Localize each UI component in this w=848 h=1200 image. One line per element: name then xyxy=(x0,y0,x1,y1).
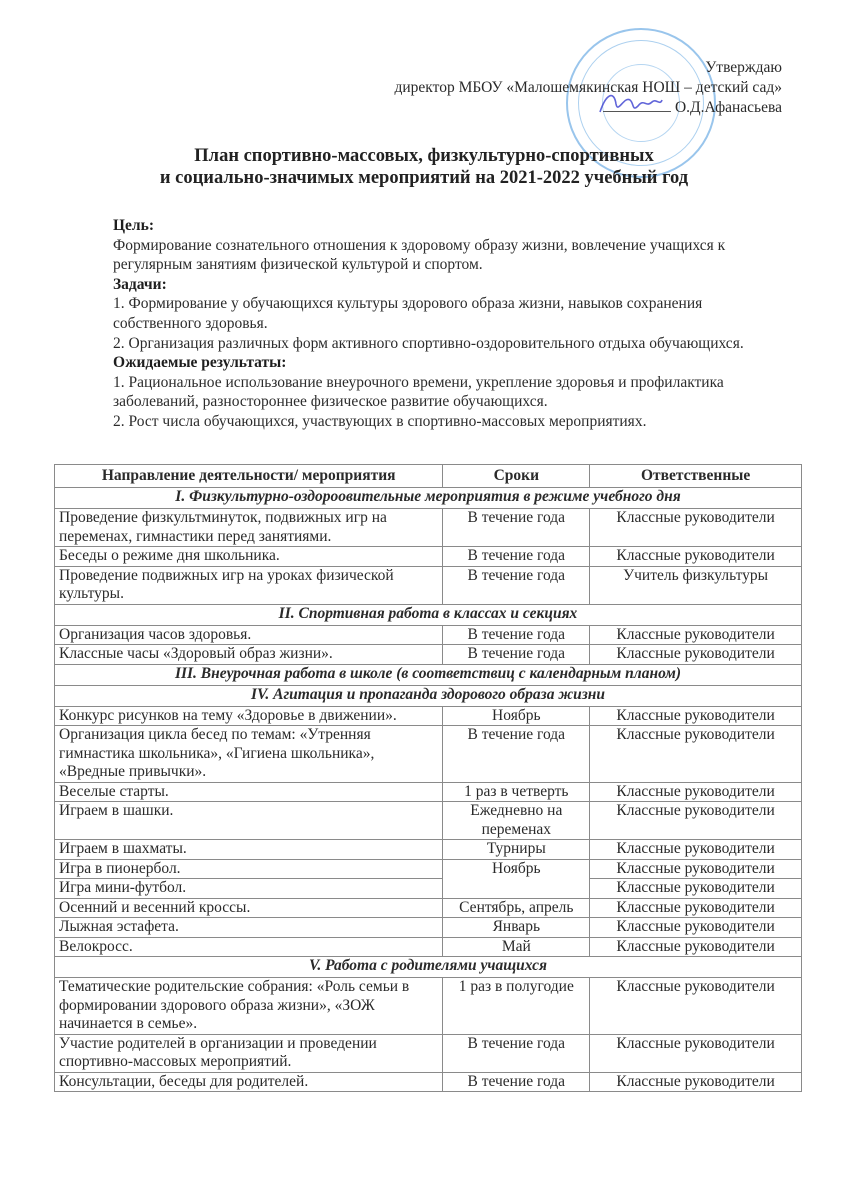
responsible-cell: Классные руководители xyxy=(590,840,802,860)
table-row xyxy=(55,547,802,567)
table-header-row xyxy=(55,465,802,488)
section-row xyxy=(55,488,802,509)
activities-table xyxy=(54,464,802,1092)
responsible-cell: Классные руководители xyxy=(590,706,802,726)
activity-cell: Организация часов здоровья. xyxy=(55,625,443,645)
term-cell: В течение года xyxy=(443,1034,590,1072)
tasks-heading: Задачи: xyxy=(113,275,167,293)
title-line-2: и социально-значимых мероприятий на 2021-2022 учебный год xyxy=(159,168,689,188)
document-title xyxy=(0,145,848,189)
section-row xyxy=(55,957,802,978)
signatory-name: О.Д.Афанасьева xyxy=(674,99,782,116)
intro-section xyxy=(113,216,763,432)
activity-cell: Проведение подвижных игр на уроках физической культуры. xyxy=(55,566,443,604)
term-cell: В течение года xyxy=(443,566,590,604)
responsible-cell: Учитель физкультуры xyxy=(590,566,802,604)
section-title: III. Внеурочная работа в школе (в соответствиц с календарным планом) xyxy=(55,664,802,685)
table-row xyxy=(55,978,802,1035)
activity-cell: Игра мини-футбол. xyxy=(55,879,443,899)
table-row xyxy=(55,840,802,860)
activity-cell: Организация цикла бесед по темам: «Утренняя гимнастика школьника», «Гигиена школьника», «Вредные привычки». xyxy=(55,726,443,783)
term-cell: Май xyxy=(443,937,590,957)
term-cell: В течение года xyxy=(443,1072,590,1092)
responsible-cell: Классные руководители xyxy=(590,645,802,665)
responsible-cell: Классные руководители xyxy=(590,509,802,547)
term-cell: В течение года xyxy=(443,625,590,645)
activity-cell: Беседы о режиме дня школьника. xyxy=(55,547,443,567)
table-row xyxy=(55,726,802,783)
term-cell: Сентябрь, апрель xyxy=(443,898,590,918)
term-cell: Ежедневно на переменах xyxy=(443,802,590,840)
responsible-cell: Классные руководители xyxy=(590,782,802,802)
approval-block xyxy=(394,58,782,118)
activity-cell: Лыжная эстафета. xyxy=(55,918,443,938)
section-row xyxy=(55,664,802,685)
table-row xyxy=(55,706,802,726)
activity-cell: Осенний и весенний кроссы. xyxy=(55,898,443,918)
responsible-cell: Классные руководители xyxy=(590,978,802,1035)
responsible-cell: Классные руководители xyxy=(590,802,802,840)
activity-cell: Игра в пионербол. xyxy=(55,859,443,879)
result-item: 1. Рациональное использование внеурочного времени, укрепление здоровья и профилактика заболеваний, разностороннее физическое развитие обучающихся. xyxy=(113,373,724,411)
responsible-cell: Классные руководители xyxy=(590,1034,802,1072)
approval-signatory xyxy=(394,98,782,118)
responsible-cell: Классные руководители xyxy=(590,937,802,957)
table-row xyxy=(55,937,802,957)
section-row xyxy=(55,604,802,625)
section-title: V. Работа с родителями учащихся xyxy=(55,957,802,978)
activity-cell: Конкурс рисунков на тему «Здоровье в движении». xyxy=(55,706,443,726)
table-row xyxy=(55,625,802,645)
activity-cell: Классные часы «Здоровый образ жизни». xyxy=(55,645,443,665)
activity-cell: Велокросс. xyxy=(55,937,443,957)
activity-cell: Играем в шашки. xyxy=(55,802,443,840)
signature-line xyxy=(603,111,671,112)
term-cell: Январь xyxy=(443,918,590,938)
term-cell: Ноябрь xyxy=(443,859,590,898)
responsible-cell: Классные руководители xyxy=(590,859,802,879)
responsible-cell: Классные руководители xyxy=(590,547,802,567)
section-title: IV. Агитация и пропаганда здорового образа жизни xyxy=(55,685,802,706)
approval-heading: Утверждаю xyxy=(705,59,782,76)
activity-cell: Консультации, беседы для родителей. xyxy=(55,1072,443,1092)
section-title: II. Спортивная работа в классах и секциях xyxy=(55,604,802,625)
responsible-cell: Классные руководители xyxy=(590,1072,802,1092)
term-cell: В течение года xyxy=(443,645,590,665)
term-cell: Ноябрь xyxy=(443,706,590,726)
responsible-cell: Классные руководители xyxy=(590,625,802,645)
table-row xyxy=(55,1072,802,1092)
result-item: 2. Рост числа обучающихся, участвующих в спортивно-массовых мероприятиях. xyxy=(113,412,647,430)
term-cell: 1 раз в полугодие xyxy=(443,978,590,1035)
table-row xyxy=(55,782,802,802)
responsible-cell: Классные руководители xyxy=(590,726,802,783)
activity-cell: Играем в шахматы. xyxy=(55,840,443,860)
title-line-1: План спортивно-массовых, физкультурно-спортивных xyxy=(194,146,654,166)
header-responsible: Ответственные xyxy=(590,465,802,488)
responsible-cell: Классные руководители xyxy=(590,918,802,938)
activity-cell: Тематические родительские собрания: «Роль семьи в формировании здорового образа жизни», «ЗОЖ начинается в семье». xyxy=(55,978,443,1035)
table-row xyxy=(55,802,802,840)
goal-text: Формирование сознательного отношения к здоровому образу жизни, вовлечение учащихся к регулярным занятиям физической культурой и спортом. xyxy=(113,236,726,274)
responsible-cell: Классные руководители xyxy=(590,898,802,918)
table-row xyxy=(55,645,802,665)
task-item: 2. Организация различных форм активного спортивно-оздоровительного отдыха обучающихся. xyxy=(113,334,744,352)
table-row xyxy=(55,898,802,918)
responsible-cell: Классные руководители xyxy=(590,879,802,899)
term-cell: Турниры xyxy=(443,840,590,860)
table-row xyxy=(55,509,802,547)
approval-position: директор МБОУ «Малошемякинская НОШ – детский сад» xyxy=(394,79,782,96)
results-heading: Ожидаемые результаты: xyxy=(113,354,287,372)
table-row xyxy=(55,918,802,938)
table-row xyxy=(55,859,802,879)
activity-cell: Веселые старты. xyxy=(55,782,443,802)
table-row xyxy=(55,879,802,899)
activity-cell: Участие родителей в организации и проведении спортивно-массовых мероприятий. xyxy=(55,1034,443,1072)
goal-heading: Цель: xyxy=(113,217,154,234)
section-row xyxy=(55,685,802,706)
term-cell: В течение года xyxy=(443,509,590,547)
term-cell: В течение года xyxy=(443,547,590,567)
term-cell: 1 раз в четверть xyxy=(443,782,590,802)
header-activity: Направление деятельности/ мероприятия xyxy=(55,465,443,488)
header-term: Сроки xyxy=(443,465,590,488)
activity-cell: Проведение физкультминуток, подвижных игр на переменах, гимнастики перед занятиями. xyxy=(55,509,443,547)
section-title: I. Физкультурно-оздороовительные мероприятия в режиме учебного дня xyxy=(55,488,802,509)
task-item: 1. Формирование у обучающихся культуры здорового образа жизни, навыков сохранения собственного здоровья. xyxy=(113,295,703,332)
table-row xyxy=(55,566,802,604)
table-row xyxy=(55,1034,802,1072)
term-cell: В течение года xyxy=(443,726,590,783)
